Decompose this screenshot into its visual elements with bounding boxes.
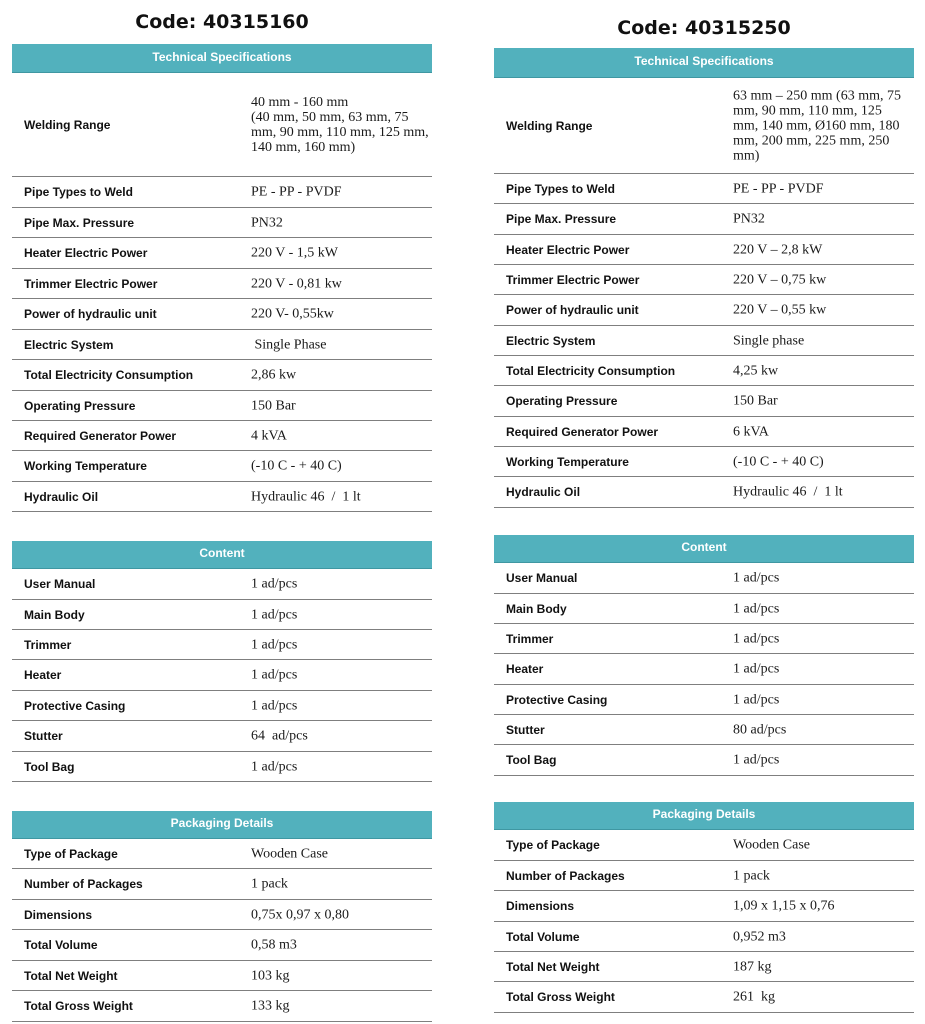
table-row xyxy=(12,721,432,752)
row-value: 6 kVA xyxy=(733,424,769,439)
technical-specifications-table xyxy=(12,44,432,512)
table-row xyxy=(12,961,432,991)
row-label: Electric System xyxy=(506,333,596,348)
table-row xyxy=(494,982,914,1013)
table-row xyxy=(12,839,432,869)
table-row xyxy=(12,900,432,930)
row-value: 1 ad/pcs xyxy=(733,631,780,646)
row-value: 1 ad/pcs xyxy=(251,698,298,713)
row-value: Hydraulic 46 / 1 lt xyxy=(733,484,843,500)
row-value: PN32 xyxy=(251,215,283,230)
row-label: User Manual xyxy=(24,577,96,591)
row-value: 1 pack xyxy=(251,876,288,892)
table-row xyxy=(494,417,914,447)
row-value: Hydraulic 46 / 1 lt xyxy=(251,489,361,504)
table-row xyxy=(494,174,914,204)
row-label: Stutter xyxy=(506,722,545,737)
technical-specifications-table xyxy=(494,48,914,508)
section-header: Technical Specifications xyxy=(494,48,914,78)
table-row xyxy=(12,869,432,900)
table-row xyxy=(12,630,432,660)
table-row xyxy=(12,660,432,691)
table-row xyxy=(12,421,432,451)
row-value: 0,75x 0,97 x 0,80 xyxy=(251,907,349,922)
row-value: 150 Bar xyxy=(733,393,778,409)
row-value: 1 ad/pcs xyxy=(733,752,780,768)
spec-sheet-40315250 xyxy=(494,0,914,1024)
row-value: 220 V- 0,55kw xyxy=(251,306,334,322)
row-value: Single phase xyxy=(733,333,805,348)
table-row xyxy=(12,991,432,1022)
table-row xyxy=(12,360,432,391)
row-value: 220 V - 0,81 kw xyxy=(251,276,342,291)
table-row xyxy=(494,745,914,776)
row-label: Number of Packages xyxy=(24,877,143,891)
row-label: Pipe Max. Pressure xyxy=(506,212,617,226)
row-value: 4 kVA xyxy=(251,428,287,443)
row-label: Welding Range xyxy=(506,118,593,133)
table-row xyxy=(494,563,914,594)
row-value: 150 Bar xyxy=(251,398,296,413)
row-label: Total Electricity Consumption xyxy=(506,363,676,378)
row-label: Total Volume xyxy=(24,938,98,952)
row-value: 1 pack xyxy=(733,868,770,883)
row-value: 220 V - 1,5 kW xyxy=(251,245,338,261)
row-label: Dimensions xyxy=(24,907,93,922)
row-label: Power of hydraulic unit xyxy=(506,303,639,317)
row-label: Protective Casing xyxy=(24,698,126,713)
row-label: Total Gross Weight xyxy=(24,999,133,1013)
row-value: 1 ad/pcs xyxy=(251,667,298,683)
row-label: User Manual xyxy=(506,571,578,585)
row-label: Tool Bag xyxy=(506,753,557,767)
row-value: 1 ad/pcs xyxy=(733,661,780,677)
row-label: Pipe Types to Weld xyxy=(24,185,133,199)
row-label: Heater xyxy=(24,668,62,682)
row-value: (-10 C - + 40 C) xyxy=(251,458,342,474)
row-label: Tool Bag xyxy=(24,759,75,774)
table-row xyxy=(494,861,914,891)
table-row xyxy=(12,299,432,330)
table-row xyxy=(494,891,914,922)
row-label: Heater Electric Power xyxy=(24,246,148,260)
table-row xyxy=(12,269,432,299)
section-header: Technical Specifications xyxy=(12,44,432,73)
table-row xyxy=(494,78,914,174)
section-header: Content xyxy=(494,535,914,563)
row-label: Working Temperature xyxy=(506,454,629,469)
row-value: 1 ad/pcs xyxy=(251,576,298,592)
row-label: Type of Package xyxy=(24,846,118,861)
row-value: 187 kg xyxy=(733,959,772,974)
table-row xyxy=(494,830,914,861)
table-row xyxy=(494,265,914,295)
row-label: Dimensions xyxy=(506,899,575,913)
table-row xyxy=(494,447,914,477)
table-row xyxy=(12,482,432,512)
row-label: Total Gross Weight xyxy=(506,990,615,1004)
row-value: 1 ad/pcs xyxy=(251,759,298,774)
row-label: Operating Pressure xyxy=(24,398,136,413)
spec-sheet-40315160 xyxy=(12,0,432,1024)
row-label: Type of Package xyxy=(506,838,600,852)
table-row xyxy=(494,952,914,982)
row-label: Total Volume xyxy=(506,929,580,944)
product-code: Code: 40315250 xyxy=(617,17,791,39)
section-header: Content xyxy=(12,541,432,569)
row-value: 220 V – 0,75 kw xyxy=(733,272,827,287)
row-value: 1 ad/pcs xyxy=(733,601,780,616)
row-value: 2,86 kw xyxy=(251,367,297,383)
row-label: Main Body xyxy=(506,601,567,616)
table-row xyxy=(494,235,914,265)
row-label: Hydraulic Oil xyxy=(24,489,99,504)
row-label: Protective Casing xyxy=(506,692,608,707)
row-label: Total Electricity Consumption xyxy=(24,368,194,382)
row-value: 1,09 x 1,15 x 0,76 xyxy=(733,898,835,914)
table-row xyxy=(12,569,432,600)
row-value: PN32 xyxy=(733,211,765,227)
row-label: Hydraulic Oil xyxy=(506,485,581,499)
table-row xyxy=(494,922,914,952)
content-table xyxy=(494,535,914,776)
table-row xyxy=(494,624,914,654)
row-label: Electric System xyxy=(24,337,114,352)
row-label: Pipe Types to Weld xyxy=(506,181,615,196)
row-label: Pipe Max. Pressure xyxy=(24,215,135,230)
row-label: Trimmer xyxy=(506,631,554,646)
table-row xyxy=(12,691,432,721)
row-label: Total Net Weight xyxy=(24,968,118,983)
content-table xyxy=(12,541,432,782)
row-value: 80 ad/pcs xyxy=(733,722,787,737)
row-label: Total Net Weight xyxy=(506,959,600,974)
row-label: Welding Range xyxy=(24,117,111,132)
table-row xyxy=(494,356,914,386)
row-value: (-10 C - + 40 C) xyxy=(733,454,824,469)
table-row xyxy=(12,451,432,482)
row-label: Heater Electric Power xyxy=(506,242,630,257)
row-value: 0,952 m3 xyxy=(733,929,786,944)
table-row xyxy=(494,326,914,356)
row-label: Required Generator Power xyxy=(24,428,177,443)
row-label: Working Temperature xyxy=(24,459,147,473)
table-row xyxy=(494,654,914,685)
row-value: 220 V – 2,8 kW xyxy=(733,242,823,257)
row-label: Trimmer Electric Power xyxy=(24,276,158,291)
row-label: Operating Pressure xyxy=(506,394,618,408)
row-label: Number of Packages xyxy=(506,868,625,883)
row-label: Stutter xyxy=(24,729,63,743)
packaging-details-table xyxy=(494,802,914,1013)
table-row xyxy=(494,715,914,745)
row-value: 1 ad/pcs xyxy=(733,692,780,707)
table-row xyxy=(494,477,914,508)
row-label: Heater xyxy=(506,662,544,676)
table-row xyxy=(12,930,432,961)
table-row xyxy=(12,238,432,269)
row-value: PE - PP - PVDF xyxy=(251,184,342,200)
row-value: 1 ad/pcs xyxy=(733,570,780,586)
packaging-details-table xyxy=(12,811,432,1022)
row-label: Required Generator Power xyxy=(506,424,659,439)
row-value: Wooden Case xyxy=(733,837,811,853)
table-row xyxy=(12,73,432,177)
table-row xyxy=(494,386,914,417)
section-header: Packaging Details xyxy=(12,811,432,839)
row-label: Trimmer Electric Power xyxy=(506,272,640,287)
table-row xyxy=(12,330,432,360)
row-value: 1 ad/pcs xyxy=(251,637,298,652)
row-label: Main Body xyxy=(24,607,85,622)
table-row xyxy=(12,177,432,208)
row-value: 4,25 kw xyxy=(733,363,779,378)
row-value: 103 kg xyxy=(251,968,290,983)
row-value: Single Phase xyxy=(251,337,327,352)
table-row xyxy=(12,391,432,421)
table-row xyxy=(494,204,914,235)
row-value: 220 V – 0,55 kw xyxy=(733,302,827,318)
table-row xyxy=(12,208,432,238)
table-row xyxy=(12,600,432,630)
table-row xyxy=(494,295,914,326)
section-header: Packaging Details xyxy=(494,802,914,830)
row-label: Power of hydraulic unit xyxy=(24,307,157,321)
table-row xyxy=(494,594,914,624)
row-value: 1 ad/pcs xyxy=(251,607,298,622)
row-label: Trimmer xyxy=(24,637,72,652)
row-value: PE - PP - PVDF xyxy=(733,181,824,196)
row-value: 40 mm - 160 mm (40 mm, 50 mm, 63 mm, 75 mm, 90 mm, 110 mm, 125 mm, 140 mm, 160 mm) xyxy=(251,94,429,155)
row-value: 133 kg xyxy=(251,998,290,1014)
table-row xyxy=(494,685,914,715)
row-value: 0,58 m3 xyxy=(251,937,297,953)
row-value: 63 mm – 250 mm (63 mm, 75 mm, 90 mm, 110 mm, 125 mm, 140 mm, Ø160 mm, 180 mm, 200 mm, 225 mm, 250 mm) xyxy=(733,88,901,163)
product-code: Code: 40315160 xyxy=(135,11,309,33)
row-value: Wooden Case xyxy=(251,846,329,861)
row-value: 261 kg xyxy=(733,989,775,1005)
row-value: 64 ad/pcs xyxy=(251,728,308,744)
table-row xyxy=(12,752,432,782)
